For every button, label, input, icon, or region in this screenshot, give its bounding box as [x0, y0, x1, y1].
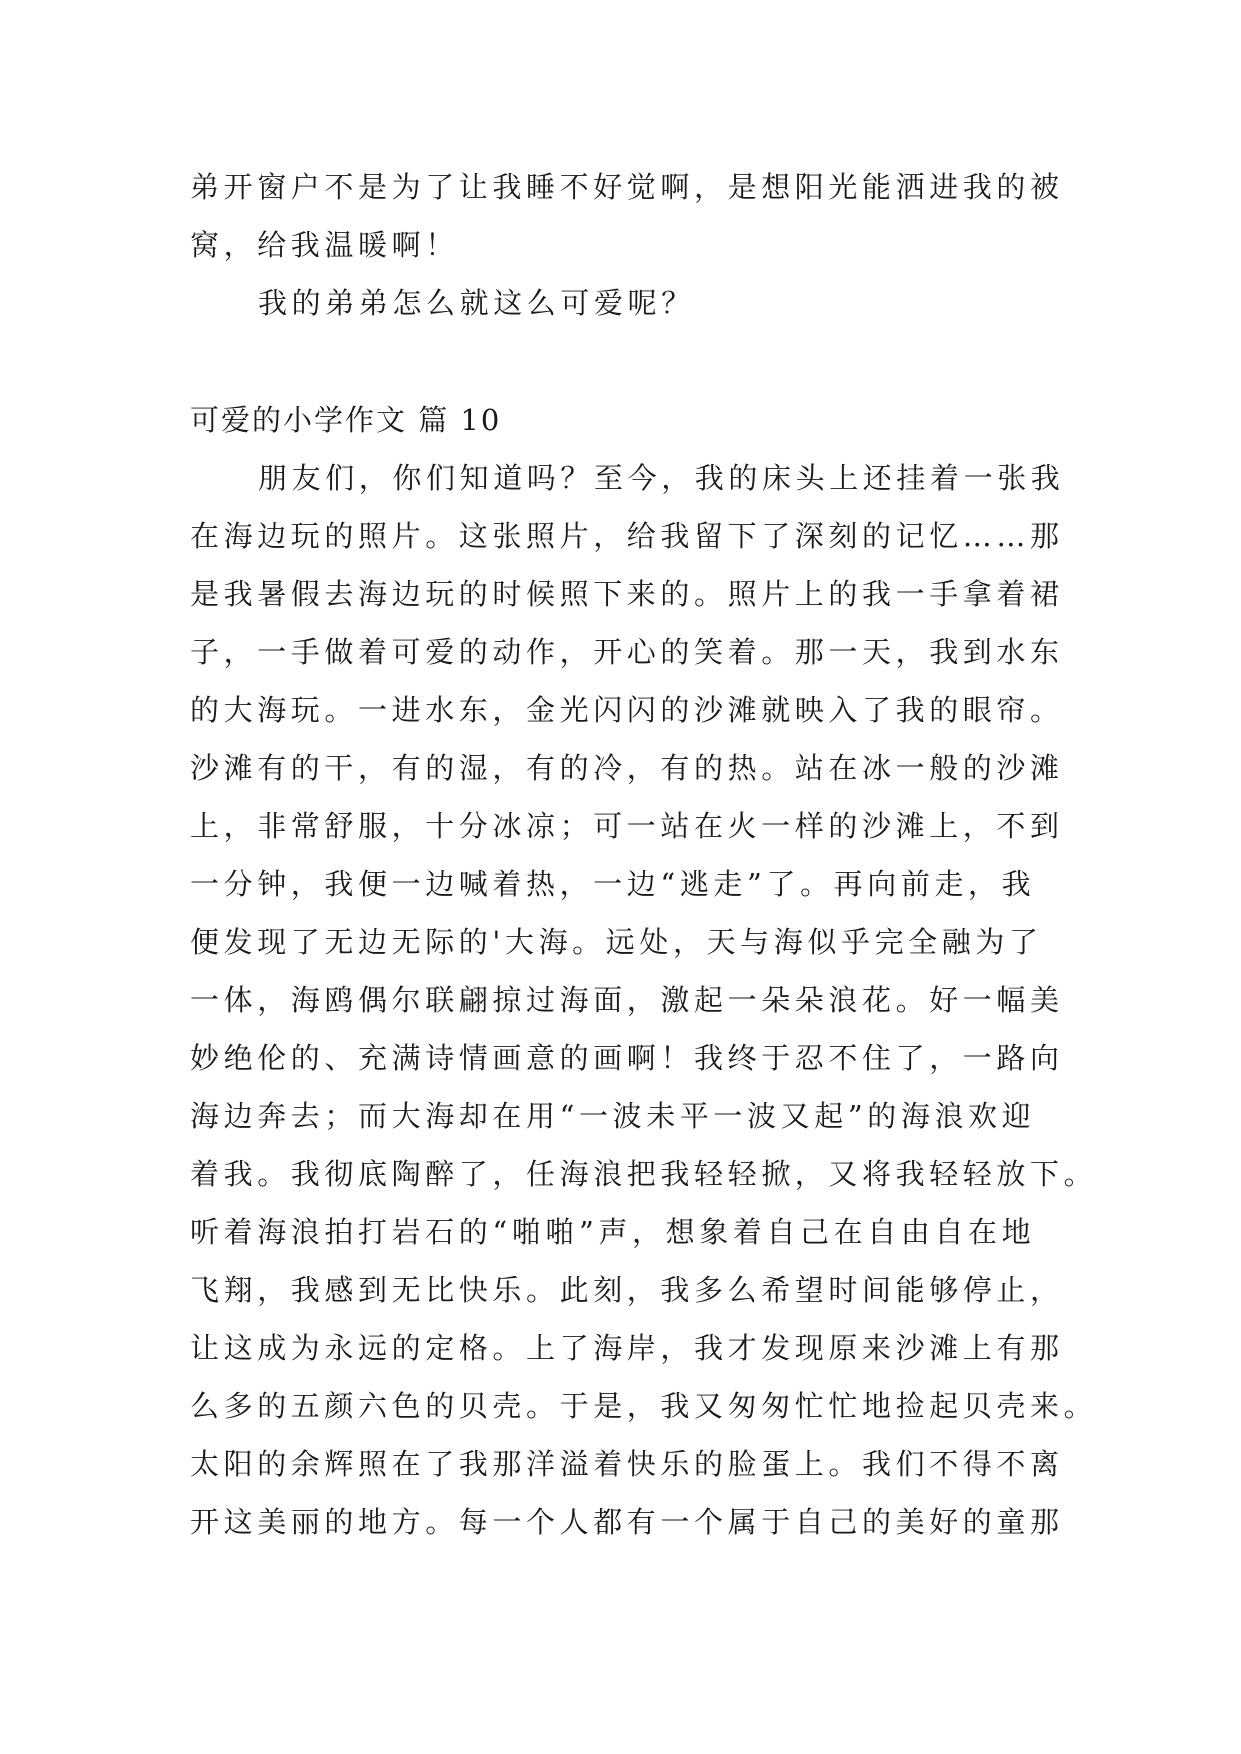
paragraph-line: 我的弟弟怎么就这么可爱呢？: [258, 286, 695, 320]
essay-line: 让这成为永远的定格。上了海岸，我才发现原来沙滩上有那: [190, 1331, 1064, 1365]
essay-line: 太阳的余辉照在了我那洋溢着快乐的脸蛋上。我们不得不离: [190, 1447, 1064, 1481]
essay-line: 在海边玩的照片。这张照片，给我留下了深刻的记忆……那: [190, 519, 1064, 553]
essay-body: [190, 449, 1098, 1551]
essay-line: 一分钟，我便一边喊着热，一边“逃走”了。再向前走，我: [190, 867, 1036, 901]
essay-line: 听着海浪拍打岩石的“啪啪”声，想象着自己在自由自在地: [190, 1215, 1036, 1249]
essay-line: 妙绝伦的、充满诗情画意的画啊！我终于忍不住了，一路向: [190, 1041, 1064, 1075]
essay-line: 开这美丽的地方。每一个人都有一个属于自己的美好的童那: [190, 1505, 1064, 1539]
essay-line: 子，一手做着可爱的动作，开心的笑着。那一天，我到水东: [190, 635, 1064, 669]
essay-line: 飞翔，我感到无比快乐。此刻，我多么希望时间能够停止，: [190, 1273, 1064, 1307]
essay-line: 一体，海鸥偶尔联翩掠过海面，激起一朵朵浪花。好一幅美: [190, 983, 1064, 1017]
paragraph-line: 窝，给我温暖啊！: [190, 228, 459, 262]
essay-line: 沙滩有的干，有的湿，有的冷，有的热。站在冰一般的沙滩: [190, 751, 1064, 785]
essay-line: 朋友们，你们知道吗？至今，我的床头上还挂着一张我: [258, 461, 1065, 495]
essay-line: 海边奔去；而大海却在用“一波未平一波又起”的海浪欢迎: [190, 1099, 1036, 1133]
essay-line: 着我。我彻底陶醉了，任海浪把我轻轻掀，又将我轻轻放下。: [190, 1157, 1098, 1191]
essay-line: 是我暑假去海边玩的时候照下来的。照片上的我一手拿着裙: [190, 577, 1064, 611]
essay-line: 上，非常舒服，十分冰凉；可一站在火一样的沙滩上，不到: [190, 809, 1064, 843]
paragraph-line: 弟开窗户不是为了让我睡不好觉啊，是想阳光能洒进我的被: [190, 170, 1064, 204]
paragraph-short: [190, 274, 1060, 332]
essay-line: 便发现了无边无际的'大海。远处，天与海似乎完全融为了: [190, 925, 1043, 959]
essay-line: 的大海玩。一进水东，金光闪闪的沙滩就映入了我的眼帘。: [190, 693, 1064, 727]
essay-heading: 可爱的小学作文 篇 10: [190, 403, 502, 437]
essay-line: 么多的五颜六色的贝壳。于是，我又匆匆忙忙地捡起贝壳来。: [190, 1389, 1098, 1423]
paragraph-continued: [190, 158, 1064, 274]
